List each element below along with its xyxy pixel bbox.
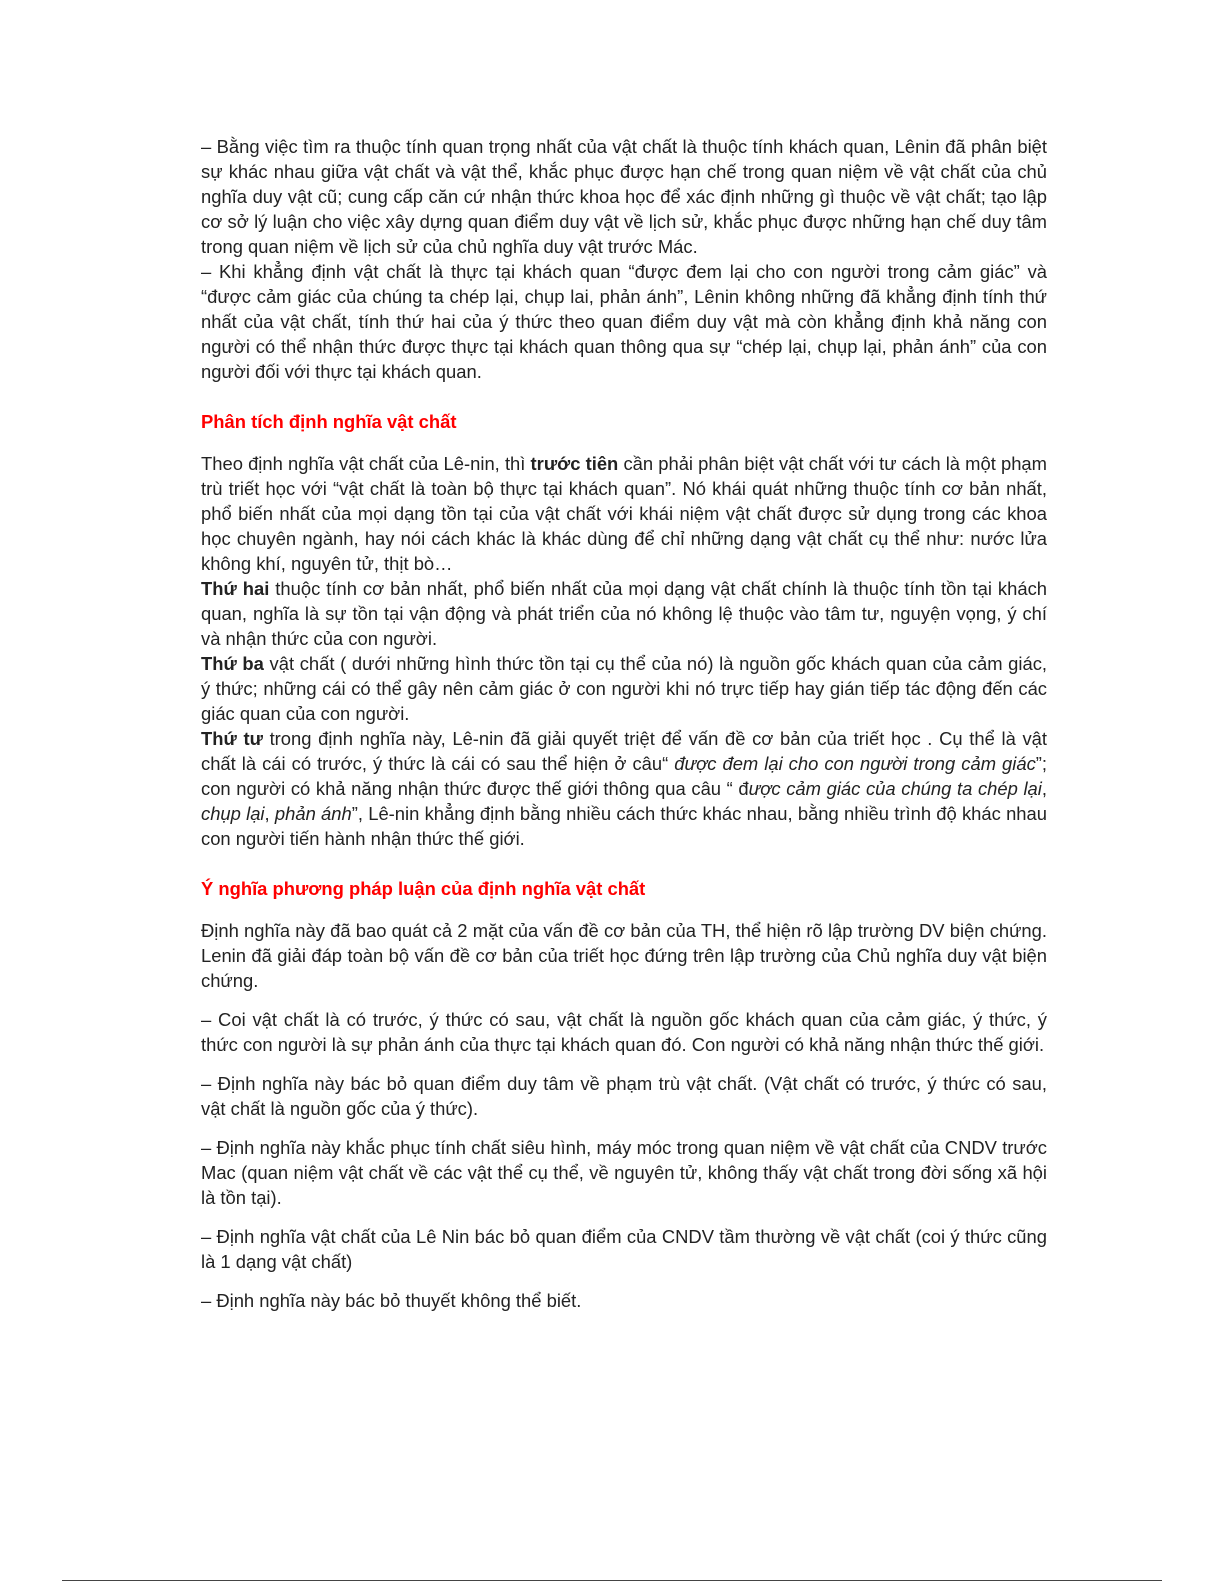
paragraph-methodology-4: – Định nghĩa này khắc phục tính chất siêu hình, máy móc trong quan niệm về vật chất của CNDV trước Mac (quan niệm vật chất về các vật thể cụ thể, về nguyên tử, không thấy vật chất trong đời sống xã hội là tồn tại). bbox=[201, 1137, 1047, 1208]
paragraph-second-bold: Thứ hai bbox=[201, 578, 270, 599]
heading-analysis: Phân tích định nghĩa vật chất bbox=[201, 411, 457, 432]
paragraph-fourth-text-1: trong định nghĩa này, Lê-nin đã giải quyết triệt để vấn đề cơ bản của triết học . Cụ thể là vật chất là cái có trước, ý thức là cái có sau thể hiện ở câu“ bbox=[201, 728, 1048, 774]
paragraph-fourth-italic-4: phản ánh bbox=[274, 803, 352, 824]
paragraph-third-bold: Thứ ba bbox=[201, 653, 264, 674]
paragraph-methodology-5: – Định nghĩa vật chất của Lê Nin bác bỏ quan điểm của CNDV tầm thường về vật chất (coi ý thức cũng là 1 dạng vật chất) bbox=[201, 1226, 1047, 1272]
paragraph-second-post: thuộc tính cơ bản nhất, phổ biến nhất của mọi dạng vật chất chính là thuộc tính tồn tại khách quan, nghĩa là sự tồn tại vận động và phát triển của nó không lệ thuộc vào tâm tư, nguyện vọng, ý chí và nhận thức của con người. bbox=[201, 578, 1047, 649]
paragraph-fourth-text-4: , bbox=[264, 803, 275, 824]
paragraph-fourth-italic-3: chụp lại bbox=[201, 803, 265, 824]
paragraph-methodology-1: Định nghĩa này đã bao quát cả 2 mặt của vấn đề cơ bản của TH, thể hiện rõ lập trường DV biện chứng. Lenin đã giải đáp toàn bộ vấn đề cơ bản của triết học đứng trên lập trường của Chủ nghĩa duy vật biện chứng. bbox=[201, 920, 1047, 991]
paragraph-first-bold: trước tiên bbox=[530, 453, 619, 474]
page-bottom-divider bbox=[62, 1580, 1162, 1581]
paragraph-lenin-distinction: – Bằng việc tìm ra thuộc tính quan trọng nhất của vật chất là thuộc tính khách quan, Lênin đã phân biệt sự khác nhau giữa vật chất và vật thể, khắc phục được hạn chế trong quan niệm về vật chất của chủ nghĩa duy vật cũ; cung cấp căn cứ nhận thức khoa học để xác định những gì thuộc về vật chất; tạo lập cơ sở lý luận cho việc xây dựng quan điểm duy vật về lịch sử, khắc phục được những hạn chế duy tâm trong quan niệm về lịch sử của chủ nghĩa duy vật trước Mác. bbox=[201, 136, 1047, 257]
paragraph-methodology-6: – Định nghĩa này bác bỏ thuyết không thể biết. bbox=[201, 1290, 582, 1311]
paragraph-first bbox=[201, 451, 1047, 576]
paragraph-second bbox=[201, 576, 1047, 651]
paragraph-fourth-bold: Thứ tư bbox=[201, 728, 263, 749]
paragraph-fourth-text-3: , bbox=[1041, 778, 1047, 799]
paragraph-fourth bbox=[201, 726, 1047, 851]
heading-methodology: Ý nghĩa phương pháp luận của định nghĩa vật chất bbox=[201, 878, 646, 899]
paragraph-methodology-2: – Coi vật chất là có trước, ý thức có sau, vật chất là nguồn gốc khách quan của cảm giác, ý thức, ý thức con người là sự phản ánh của thực tại khách quan đó. Con người có khả năng nhận thức thế giới. bbox=[201, 1009, 1047, 1055]
paragraph-fourth-text-5: ”, Lê-nin khẳng định bằng nhiều cách thức khác nhau, bằng nhiều trình độ khác nhau con người tiến hành nhận thức thế giới. bbox=[201, 803, 1047, 849]
paragraph-third-post: vật chất ( dưới những hình thức tồn tại cụ thể của nó) là nguồn gốc khách quan của cảm giác, ý thức; những cái có thể gây nên cảm giác ở con người khi nó trực tiếp hay gián tiếp tác động đến các giác quan của con người. bbox=[201, 653, 1048, 724]
document-page bbox=[201, 134, 1047, 1313]
paragraph-lenin-reality: – Khi khẳng định vật chất là thực tại khách quan “được đem lại cho con người trong cảm giác” và “được cảm giác của chúng ta chép lại, chụp lai, phản ánh”, Lênin không những đã khẳng định tính thứ nhất của vật chất, tính thứ hai của ý thức theo quan điểm duy vật mà còn khẳng định khả năng con người có thể nhận thức được thực tại khách quan thông qua sự “chép lại, chụp lại, phản ánh” của con người đối với thực tại khách quan. bbox=[201, 261, 1047, 382]
paragraph-third bbox=[201, 651, 1047, 726]
paragraph-fourth-italic-1: được đem lại cho con người trong cảm giác bbox=[674, 753, 1036, 774]
paragraph-first-pre: Theo định nghĩa vật chất của Lê-nin, thì bbox=[201, 453, 531, 474]
paragraph-fourth-italic-2: ược cảm giác của chúng ta chép lại bbox=[748, 778, 1042, 799]
paragraph-methodology-3: – Định nghĩa này bác bỏ quan điểm duy tâm về phạm trù vật chất. (Vật chất có trước, ý thức có sau, vật chất là nguồn gốc của ý thức). bbox=[201, 1073, 1047, 1119]
paragraph-first-post: cần phải phân biệt vật chất với tư cách là một phạm trù triết học với “vật chất là toàn bộ thực tại khách quan”. Nó khái quát những thuộc tính cơ bản nhất, phổ biến nhất của mọi dạng tồn tại của vật chất với khái niệm vật chất được sử dụng trong các khoa học chuyên ngành, hay nói cách khác là khác dùng để chỉ những dạng vật chất cụ thể như: nước lửa không khí, nguyên tử, thịt bò… bbox=[201, 453, 1047, 574]
paragraph-fourth-text-2: ”; con người có khả năng nhận thức được thế giới thông qua câu “ đ bbox=[201, 753, 1048, 799]
